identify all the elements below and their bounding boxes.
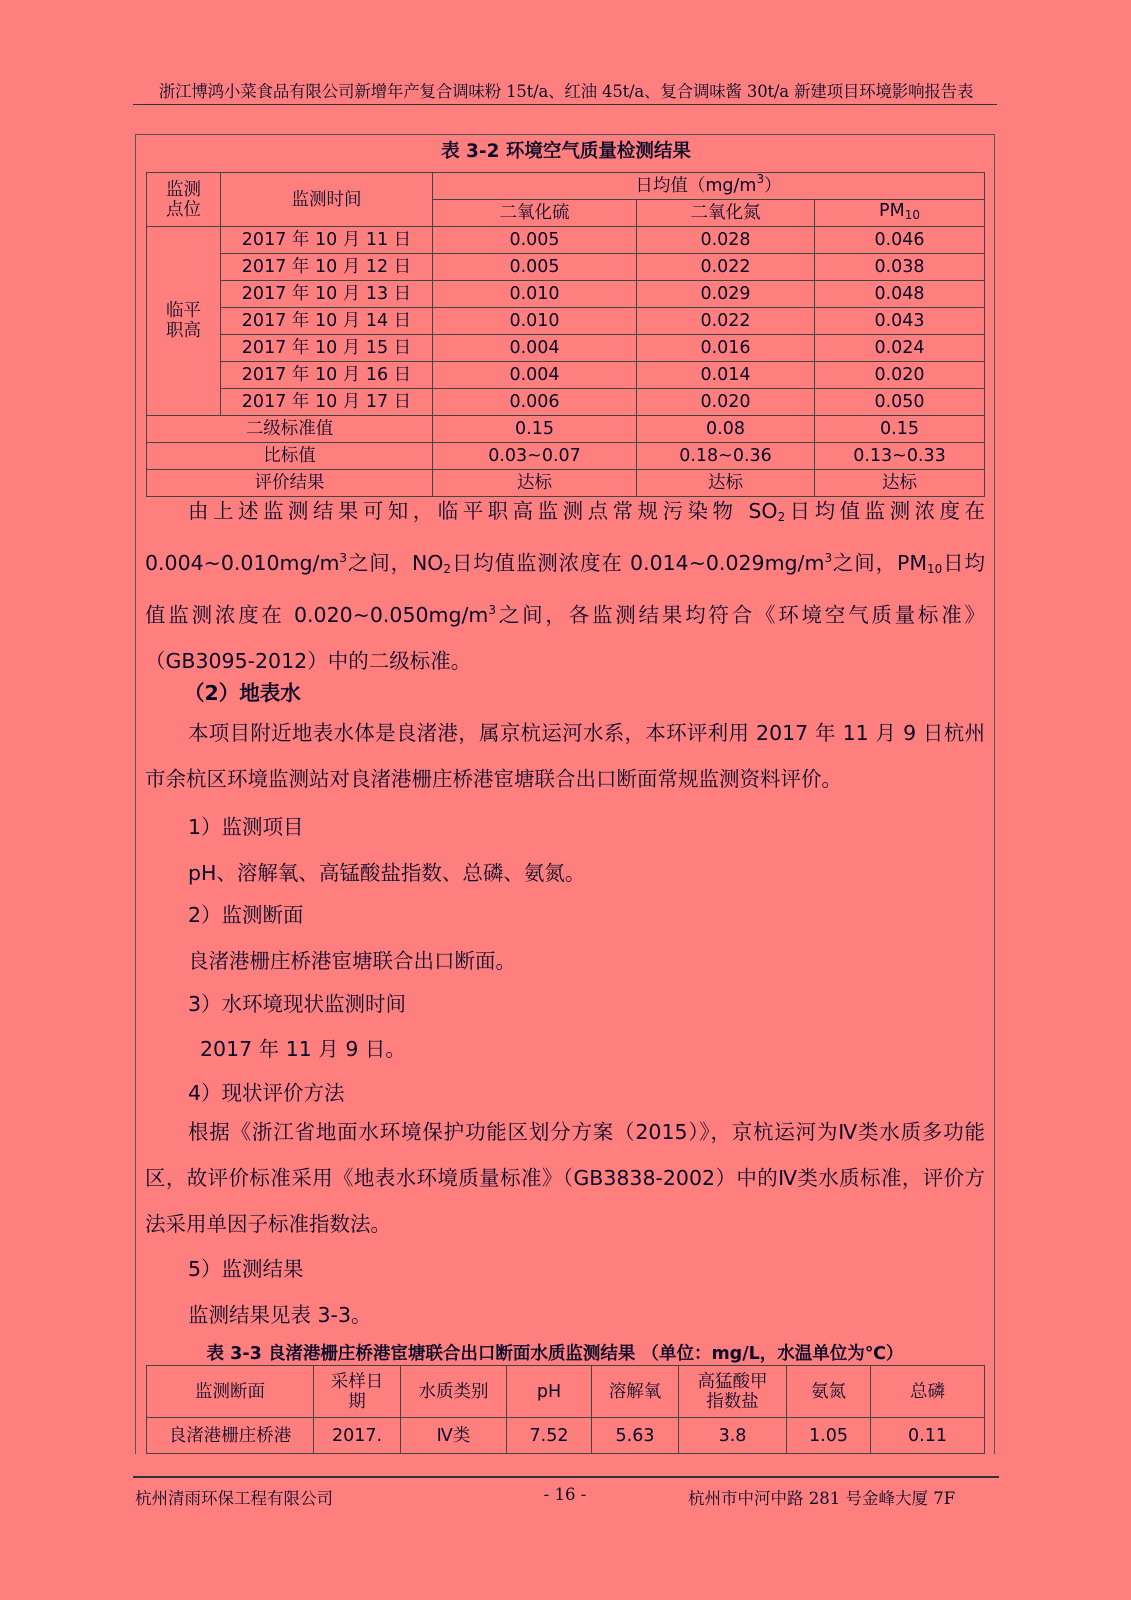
pm10-cell: 0.020 — [815, 362, 985, 389]
water-class-cell: Ⅳ类 — [401, 1418, 507, 1454]
date-cell: 2017 年 10 月 14 日 — [221, 308, 433, 335]
item-1-heading: 1）监测项目 — [188, 815, 304, 839]
table-row — [147, 281, 985, 308]
so2-cell: 0.010 — [433, 281, 637, 308]
col-header-water-class: 水质类别 — [401, 1366, 507, 1418]
footer-address: 杭州市中河中路 281 号金峰大厦 7F — [688, 1489, 956, 1508]
sample-date-cell: 2017. — [314, 1418, 401, 1454]
pm10-cell: 0.024 — [815, 335, 985, 362]
ammonia-nitrogen-cell: 1.05 — [787, 1418, 871, 1454]
ratio-row — [147, 443, 985, 470]
section-heading-surface-water: （2）地表水 — [184, 681, 301, 705]
col-header-ammonia-nitrogen: 氨氮 — [787, 1366, 871, 1418]
standard-so2: 0.15 — [433, 416, 637, 443]
item-3-text: 2017 年 11 月 9 日。 — [200, 1037, 406, 1061]
col-header-point: 监测 点位 — [147, 173, 221, 227]
no2-cell: 0.014 — [637, 362, 815, 389]
no2-cell: 0.022 — [637, 308, 815, 335]
col-header-total-phosphorus: 总磷 — [871, 1366, 985, 1418]
permanganate-index-cell: 3.8 — [679, 1418, 787, 1454]
ph-cell: 7.52 — [507, 1418, 592, 1454]
item-2-heading: 2）监测断面 — [188, 903, 304, 927]
so2-cell: 0.004 — [433, 335, 637, 362]
col-header-daily: 日均值$(mg/m^3)$ — [433, 173, 985, 200]
evaluation-no2: 达标 — [637, 470, 815, 497]
footer-rule — [133, 1476, 999, 1478]
total-phosphorus-cell: 0.11 — [871, 1418, 985, 1454]
item-1-text: pH、溶解氧、高锰酸盐指数、总磷、氨氮。 — [188, 861, 586, 885]
col-header-dissolved-oxygen: 溶解氧 — [592, 1366, 679, 1418]
date-cell: 2017 年 10 月 12 日 — [221, 254, 433, 281]
evaluation-label: 评价结果 — [147, 470, 433, 497]
air-quality-table — [146, 172, 985, 497]
table-3-2-caption: 表 3-2 环境空气质量检测结果 — [441, 141, 691, 162]
evaluation-pm10: 达标 — [815, 470, 985, 497]
standard-pm10: 0.15 — [815, 416, 985, 443]
no2-cell: 0.028 — [637, 227, 815, 254]
col-header-permanganate-index: 高猛酸甲 指数盐 — [679, 1366, 787, 1418]
item-5-text: 监测结果见表 3-3。 — [188, 1303, 372, 1327]
water-quality-table — [146, 1365, 985, 1454]
so2-cell: 0.010 — [433, 308, 637, 335]
ratio-pm10: 0.13~0.33 — [815, 443, 985, 470]
table-row — [147, 362, 985, 389]
table-row — [147, 308, 985, 335]
table-3-3-caption: 表 3-3 良渚港栅庄桥港宦塘联合出口断面水质监测结果 （单位：mg/L，水温单位为℃） — [206, 1344, 904, 1364]
date-cell: 2017 年 10 月 13 日 — [221, 281, 433, 308]
table-row — [147, 1418, 985, 1454]
col-header-pm10: $PM_{10}$ — [815, 200, 985, 227]
date-cell: 2017 年 10 月 16 日 — [221, 362, 433, 389]
page-header: 浙江博鸿小菜食品有限公司新增年产复合调味粉 15t/a、红油 45t/a、复合调味酱 30t/a 新建项目环境影响报告表 — [158, 82, 974, 101]
point-name-cell: 临平 职高 — [147, 227, 221, 416]
section-cell: 良渚港栅庄桥港 — [147, 1418, 314, 1454]
col-header-section: 监测断面 — [147, 1366, 314, 1418]
table-row — [147, 227, 985, 254]
standard-no2: 0.08 — [637, 416, 815, 443]
pm10-cell: 0.048 — [815, 281, 985, 308]
item-5-heading: 5）监测结果 — [188, 1257, 304, 1281]
ratio-no2: 0.18~0.36 — [637, 443, 815, 470]
dissolved-oxygen-cell: 5.63 — [592, 1418, 679, 1454]
item-4-heading: 4）现状评价方法 — [188, 1081, 345, 1105]
item-4-text: 根据《浙江省地面水环境保护功能区划分方案（2015）》，京杭运河为Ⅳ类水质多功能区，故评价标准采用《地表水环境质量标准》（GB3838-2002）中的Ⅳ类水质标准，评价方法采用单因子标准指数法。 — [145, 1120, 985, 1236]
standard-label: 二级标准值 — [147, 416, 433, 443]
col-header-no2: 二氧化氮 — [637, 200, 815, 227]
date-cell: 2017 年 10 月 17 日 — [221, 389, 433, 416]
no2-cell: 0.029 — [637, 281, 815, 308]
col-header-so2: 二氧化硫 — [433, 200, 637, 227]
so2-cell: 0.004 — [433, 362, 637, 389]
so2-cell: 0.005 — [433, 227, 637, 254]
date-cell: 2017 年 10 月 11 日 — [221, 227, 433, 254]
footer-page-number: - 16 - — [543, 1485, 587, 1504]
ratio-label: 比标值 — [147, 443, 433, 470]
so2-cell: 0.005 — [433, 254, 637, 281]
pm10-cell: 0.050 — [815, 389, 985, 416]
item-2-text: 良渚港栅庄桥港宦塘联合出口断面。 — [188, 949, 516, 973]
so2-cell: 0.006 — [433, 389, 637, 416]
pm10-cell: 0.038 — [815, 254, 985, 281]
pm10-cell: 0.046 — [815, 227, 985, 254]
footer-company: 杭州清雨环保工程有限公司 — [135, 1489, 333, 1508]
date-cell: 2017 年 10 月 15 日 — [221, 335, 433, 362]
table-row — [147, 254, 985, 281]
surface-water-intro: 本项目附近地表水体是良渚港，属京杭运河水系，本环评利用 2017 年 11 月 9 日杭州市余杭区环境监测站对良渚港栅庄桥港宦塘联合出口断面常规监测资料评价。 — [145, 721, 985, 791]
no2-cell: 0.020 — [637, 389, 815, 416]
col-header-sample-date: 采样日 期 — [314, 1366, 401, 1418]
pm10-cell: 0.043 — [815, 308, 985, 335]
no2-cell: 0.022 — [637, 254, 815, 281]
table-row — [147, 335, 985, 362]
no2-cell: 0.016 — [637, 335, 815, 362]
col-header-ph: pH — [507, 1366, 592, 1418]
evaluation-so2: 达标 — [433, 470, 637, 497]
item-3-heading: 3）水环境现状监测时间 — [188, 992, 407, 1016]
header-rule — [133, 104, 997, 105]
ratio-so2: 0.03~0.07 — [433, 443, 637, 470]
air-quality-conclusion: 由上述监测结果可知，临平职高监测点常规污染物 $SO_2$日均值监测浓度在 $0.004\sim 0.010mg/m^3$之间，$NO_2$日均值监测浓度在 $0.014\sim 0.029mg/m^3$之间，$PM_{10}$日均值监测浓度在 $0.020\sim 0.050mg/m^3$之间，各监测结果均符合《环境空气质量标准》（GB3095-2012）中的二级标准。 — [145, 499, 985, 673]
standard-row — [147, 416, 985, 443]
col-header-time: 监测时间 — [221, 173, 433, 227]
table-row — [147, 389, 985, 416]
